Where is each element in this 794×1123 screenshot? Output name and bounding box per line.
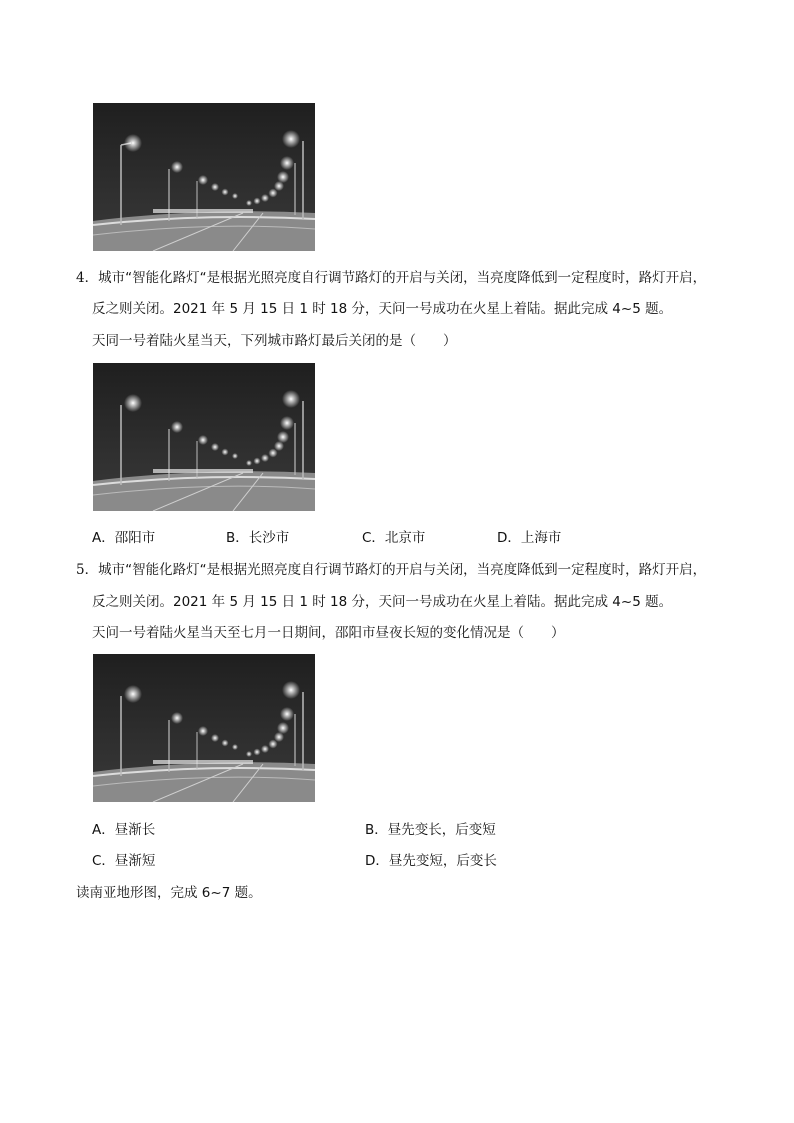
q4-intro-line-1: 4．城市“智能化路灯“是根据光照亮度自行调节路灯的开启与关闭，当亮度降低到一定程度时，路灯开启， [76,270,707,286]
q5-number: 5． [76,562,99,578]
street-lights-illustration [93,654,315,802]
street-lights-photo-2 [93,363,315,511]
q5-option-b: B．昼先变长，后变短 [365,822,496,838]
q5-intro-line-1: 5．城市“智能化路灯“是根据光照亮度自行调节路灯的开启与关闭，当亮度降低到一定程度时，路灯开启， [76,562,707,578]
q5-intro-line-2: 反之则关闭。2021 年 5 月 15 日 1 时 18 分，天问一号成功在火星上着陆。据此完成 4~5 题。 [92,594,673,610]
next-section-instruction: 读南亚地形图，完成 6~7 题。 [76,885,262,901]
q4-option-a: A．邵阳市 [92,530,156,546]
q4-intro-line-2: 反之则关闭。2021 年 5 月 15 日 1 时 18 分，天问一号成功在火星上着陆。据此完成 4~5 题。 [92,301,673,317]
q4-number: 4． [76,270,99,286]
q5-option-a: A．昼渐长 [92,822,156,838]
q4-question-stem: 天同一号着陆火星当天，下列城市路灯最后关闭的是（ ） [92,333,457,349]
q4-option-b: B．长沙市 [226,530,290,546]
q5-question-stem: 天问一号着陆火星当天至七月一日期间，邵阳市昼夜长短的变化情况是（ ） [92,625,565,641]
street-lights-photo-3 [93,654,315,802]
q5-option-c: C．昼渐短 [92,853,156,869]
street-lights-illustration [93,363,315,511]
q4-option-c: C．北京市 [362,530,426,546]
street-lights-illustration [93,103,315,251]
q5-option-d: D．昼先变短，后变长 [365,853,497,869]
street-lights-photo-1 [93,103,315,251]
q4-option-d: D．上海市 [497,530,562,546]
